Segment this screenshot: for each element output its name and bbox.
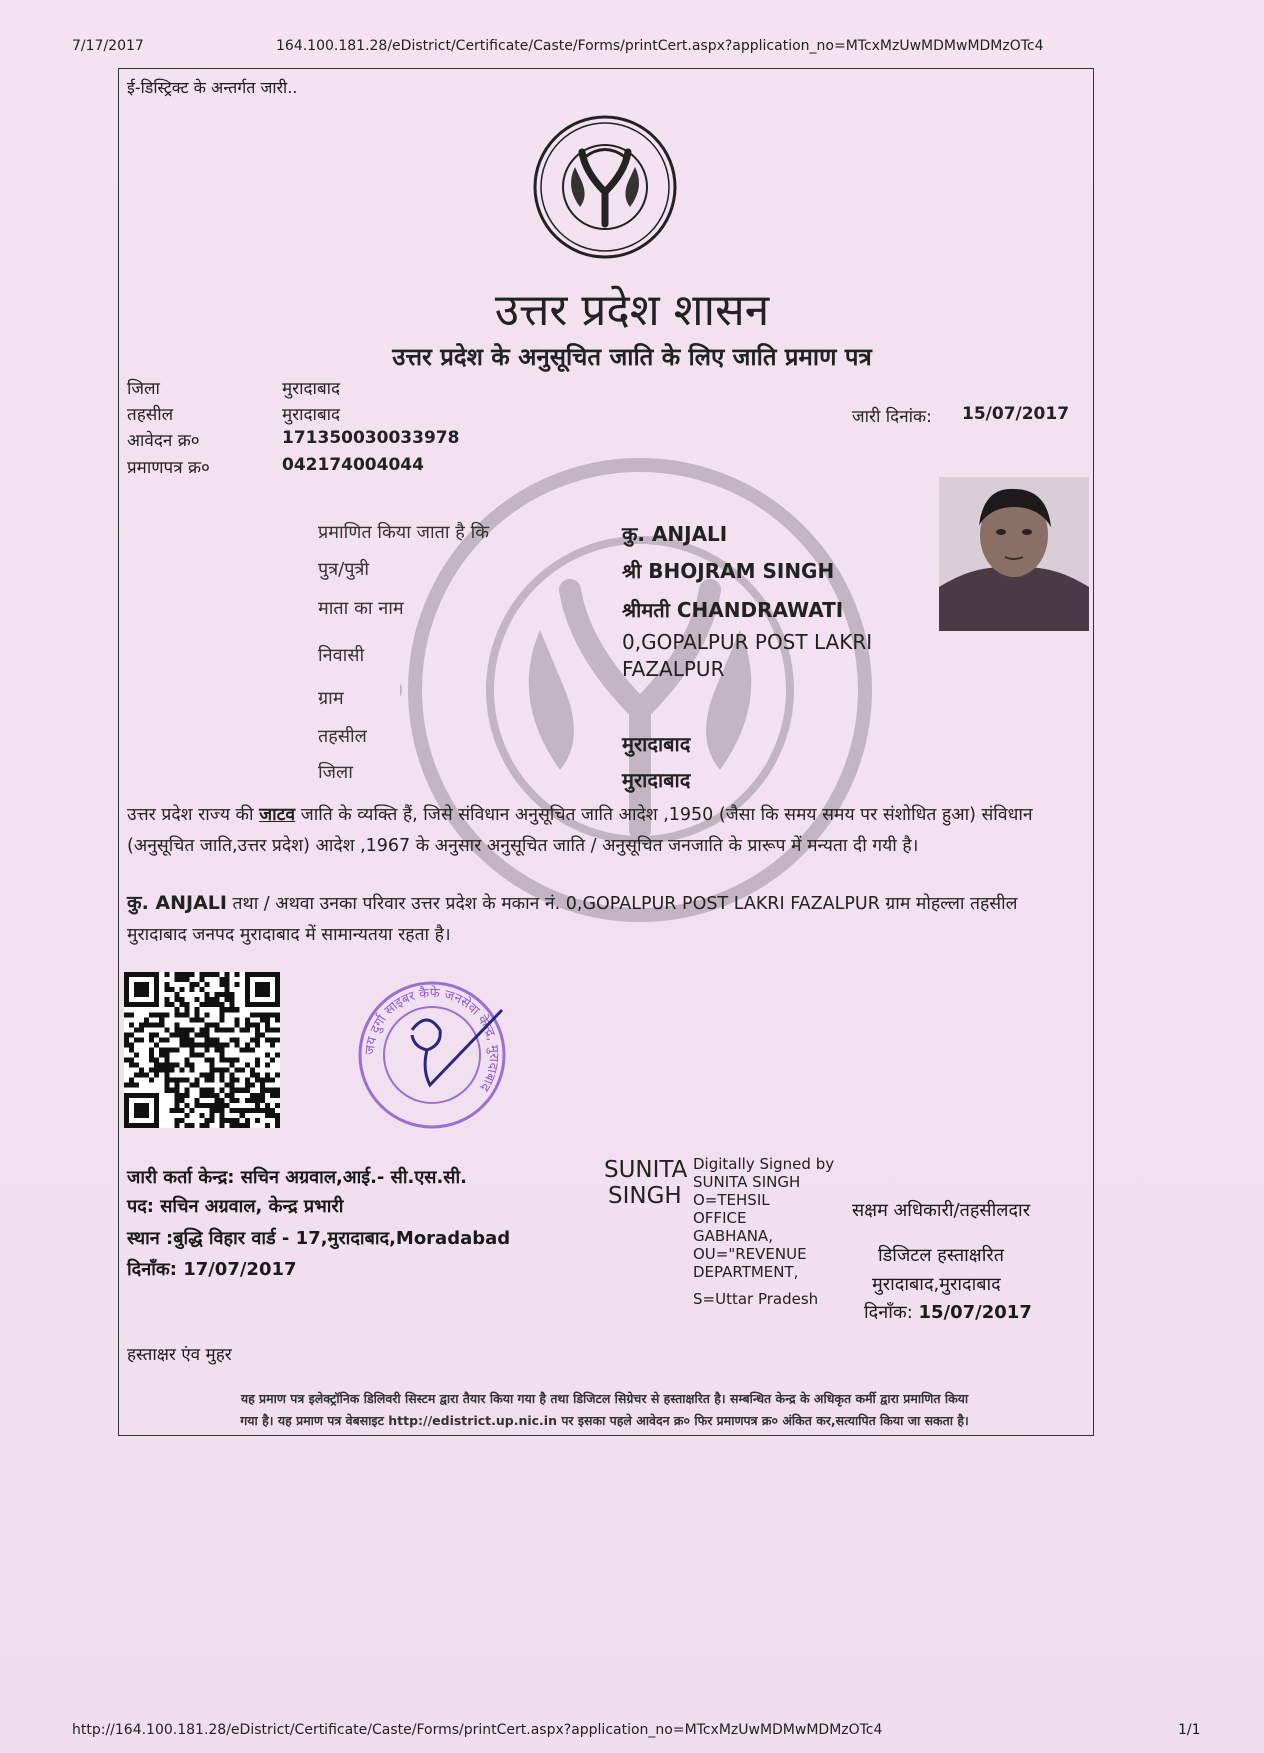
signature-detail-line: Digitally Signed by <box>693 1155 835 1173</box>
signature-detail-line: DEPARTMENT, <box>693 1263 799 1281</box>
issuer-post: पद: सचिन अग्रवाल, केन्द्र प्रभारी <box>127 1196 344 1217</box>
issuer-date-value: 17/07/2017 <box>183 1259 297 1280</box>
signature-detail-line: OU="REVENUE <box>693 1245 807 1263</box>
authority-date-label: दिनाँक: <box>864 1302 913 1323</box>
footer-note-line2: गया है। यह प्रमाण पत्र वेबसाइट http://edistrict.up.nic.in पर इसका पहले आवेदन क्र० फिर प्रमाणपत्र क्र० अंकित कर,सत्यापित किया जा सकता है। <box>240 1413 969 1428</box>
resident-value-line1: 0,GOPALPUR POST LAKRI <box>622 630 873 654</box>
signature-detail-line: OFFICE <box>693 1209 747 1227</box>
mother-value: श्रीमती CHANDRAWATI <box>622 598 844 622</box>
issuer-date-label: दिनाँक: <box>127 1259 177 1280</box>
print-url: 164.100.181.28/eDistrict/Certificate/Caste/Forms/printCert.aspx?application_no=MTcxMzUwMDMwMDMzOTc4 <box>276 38 1044 54</box>
sign-and-seal-label: हस्ताक्षर एंव मुहर <box>127 1345 232 1365</box>
village-label: ग्राम <box>318 688 344 709</box>
resident-value-line2: FAZALPUR <box>622 657 725 681</box>
meta-certificate-label: प्रमाणपत्र क्र० <box>127 458 210 478</box>
child-value: श्री BHOJRAM SINGH <box>622 559 835 583</box>
mother-label: माता का नाम <box>318 598 404 619</box>
meta-district-label: जिला <box>127 379 160 399</box>
print-footer-page: 1/1 <box>1178 1722 1201 1738</box>
signature-state: S=Uttar Pradesh <box>693 1290 819 1308</box>
document-title: उत्तर प्रदेश शासन <box>494 285 770 336</box>
paragraph1-part2: जाति के व्यक्ति हैं, जिसे संविधान अनुसूचित जाति आदेश ,1950 (जैसा कि समय समय पर संशोधित हुआ) संविधान (अनुसूचित जाति,उत्तर प्रदेश) आदेश ,1967 के अनुसार अनुसूचित जाति / अनुसूचित जनजाति के प्रारूप में मन्यता दी गयी है। <box>127 805 1033 856</box>
authority-signed: डिजिटल हस्ताक्षरित <box>878 1245 1004 1266</box>
issuer-place: स्थान :बुद्धि विहार वार्ड - 17,मुरादाबाद,Moradabad <box>127 1228 511 1249</box>
issuer-date <box>127 1257 297 1281</box>
authority-place: मुरादाबाद,मुरादाबाद <box>872 1274 1001 1295</box>
meta-district-value: मुरादाबाद <box>282 379 341 399</box>
resident-label: निवासी <box>318 645 365 666</box>
signer-name-line2: SINGH <box>608 1183 682 1209</box>
field-tehsil-value: मुरादाबाद <box>622 732 691 756</box>
footer-note <box>127 1388 1082 1432</box>
signature-details <box>693 1155 834 1281</box>
meta-tehsil-label: तहसील <box>127 405 174 425</box>
authority-title: सक्षम अधिकारी/तहसीलदार <box>852 1200 1031 1221</box>
meta-application-label: आवेदन क्र० <box>127 431 200 451</box>
meta-application-value: 171350030033978 <box>282 428 460 448</box>
field-district-label: जिला <box>318 762 353 783</box>
signature-detail-line: O=TEHSIL <box>693 1191 770 1209</box>
certified-value: कु. ANJALI <box>622 522 728 546</box>
footer-note-line1: यह प्रमाण पत्र इलेक्ट्रॉनिक डिलिवरी सिस्टम द्वारा तैयार किया गया है तथा डिजिटल सिग्रेचर से हस्ताक्षरित है। सम्बन्धित केन्द्र के अधिकृत कर्मी द्वारा प्रमाणित किया <box>240 1391 969 1406</box>
qr-code <box>124 972 280 1128</box>
issuer-center: जारी कर्ता केन्द्र: सचिन अग्रवाल,आई.- सी.एस.सी. <box>127 1167 467 1188</box>
stamp-text: जय दुर्गा साइबर कैफे जनसेवा केन्द्र, मुरादाबाद <box>362 985 502 1094</box>
paragraph2-text: तथा / अथवा उनका परिवार उत्तर प्रदेश के मकान नं. 0,GOPALPUR POST LAKRI FAZALPUR ग्राम मोहल्ला तहसील मुरादाबाद जनपद मुरादाबाद में सामान्यतया रहता है। <box>127 894 1018 945</box>
applicant-photo <box>939 477 1089 631</box>
certified-label: प्रमाणित किया जाता है कि <box>318 522 490 543</box>
residence-paragraph <box>127 888 1082 951</box>
paragraph1-part1: उत्तर प्रदेश राज्य की <box>127 805 260 825</box>
cyber-cafe-stamp <box>352 975 512 1135</box>
field-district-value: मुरादाबाद <box>622 768 691 792</box>
authority-date <box>864 1300 1032 1324</box>
meta-certificate-value: 042174004044 <box>282 455 424 475</box>
child-label: पुत्र/पुत्री <box>318 559 370 580</box>
signature-detail-line: SUNITA SINGH <box>693 1173 801 1191</box>
signer-name <box>604 1157 687 1209</box>
certification-paragraph <box>127 800 1082 862</box>
signer-name-line1: SUNITA <box>604 1157 688 1183</box>
issue-date-value: 15/07/2017 <box>962 404 1070 424</box>
meta-tehsil-value: मुरादाबाद <box>282 405 341 425</box>
paragraph2-name: कु. ANJALI <box>127 892 227 914</box>
up-government-seal <box>530 112 680 262</box>
document-subtitle: उत्तर प्रदेश के अनुसूचित जाति के लिए जाति प्रमाण पत्र <box>392 343 872 371</box>
print-date: 7/17/2017 <box>72 38 144 54</box>
issue-date-label: जारी दिनांक: <box>852 407 932 427</box>
issued-under-text: ई-डिस्ट्रिक्ट के अन्तर्गत जारी.. <box>127 78 298 97</box>
caste-name: जाटव <box>259 805 296 825</box>
authority-date-value: 15/07/2017 <box>918 1302 1032 1323</box>
print-footer-url: http://164.100.181.28/eDistrict/Certificate/Caste/Forms/printCert.aspx?application_no=MTcxMzUwMDMwMDMzOTc4 <box>72 1722 883 1738</box>
field-tehsil-label: तहसील <box>318 726 367 747</box>
signature-detail-line: GABHANA, <box>693 1227 773 1245</box>
